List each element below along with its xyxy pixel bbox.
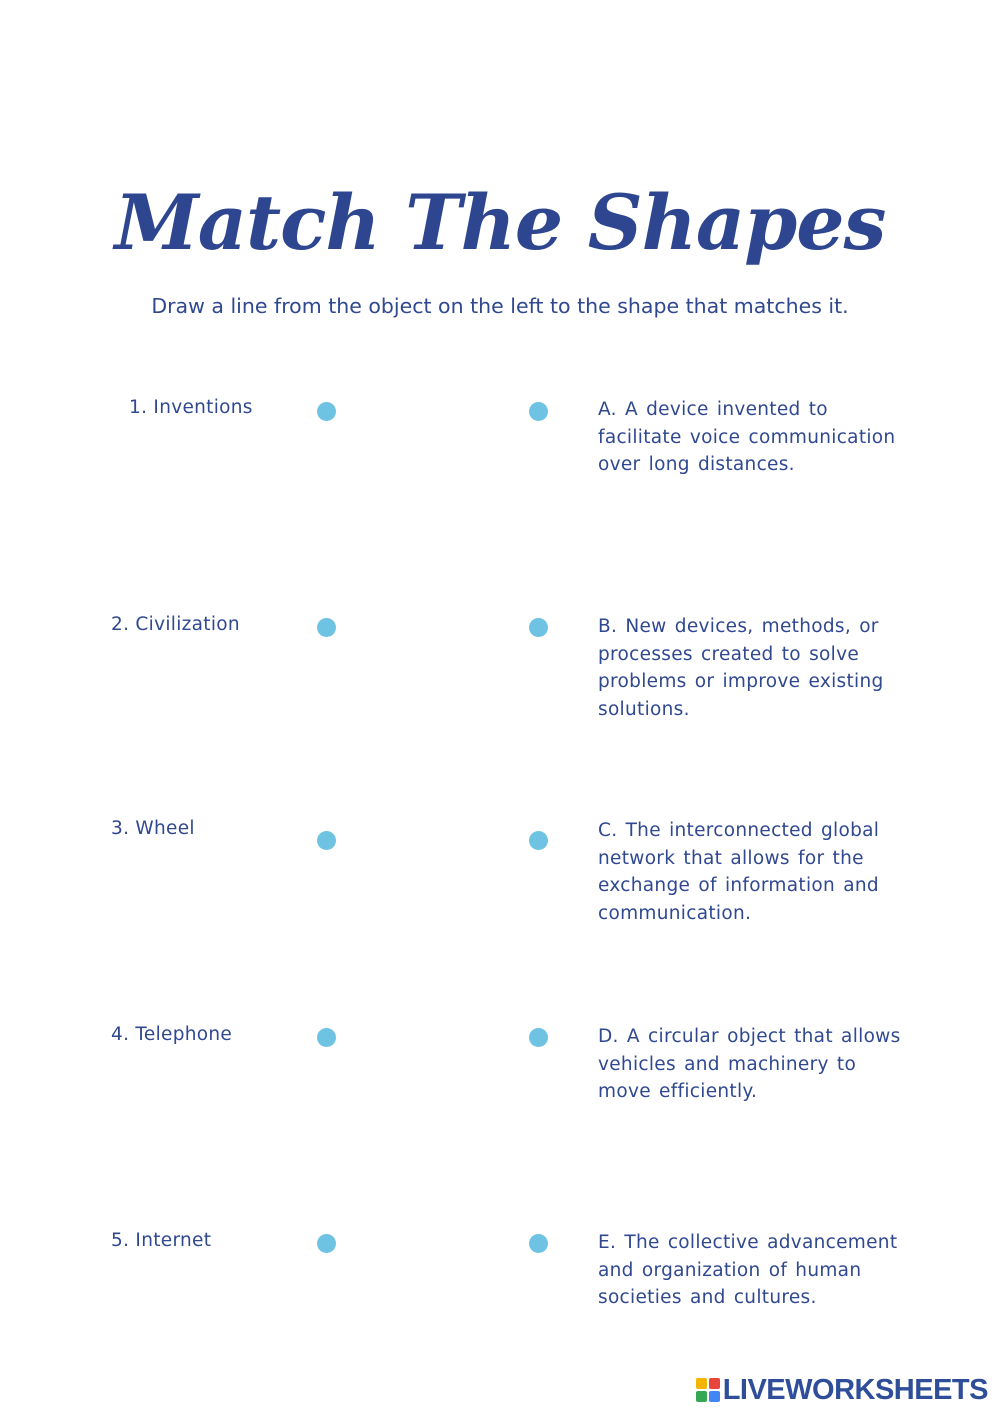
brand-name: LIVEWORKSHEETS [722, 1373, 988, 1406]
left-connector-dot-4[interactable] [317, 1028, 336, 1047]
mark-square-l [696, 1378, 707, 1389]
worksheet-title: Match The Shapes [114, 178, 886, 267]
left-item-civilization: 2. Civilization [111, 614, 240, 635]
left-item-inventions: 1. Inventions [129, 397, 253, 418]
right-item-d: D. A circular object that allows vehicles and machinery to move efficiently. [598, 1026, 901, 1103]
right-item-e: E. The collective advancement and organization of human societies and cultures. [598, 1232, 898, 1309]
right-item-b: B. New devices, methods, or processes created to solve problems or improve existing solutions. [598, 616, 884, 720]
left-connector-dot-1[interactable] [317, 402, 336, 421]
right-item-c: C. The interconnected global network that allows for the exchange of information and communication. [598, 820, 880, 924]
mark-square-e [709, 1391, 720, 1402]
liveworksheets-mark-icon [696, 1378, 720, 1402]
left-connector-dot-5[interactable] [317, 1234, 336, 1253]
left-connector-dot-3[interactable] [317, 831, 336, 850]
right-connector-dot-d[interactable] [529, 1028, 548, 1047]
left-item-internet: 5. Internet [111, 1230, 212, 1251]
mark-square-i [709, 1378, 720, 1389]
instructions-text: Draw a line from the object on the left to the shape that matches it. [151, 294, 849, 318]
mark-square-v [696, 1391, 707, 1402]
left-item-telephone: 4. Telephone [111, 1024, 233, 1045]
liveworksheets-logo [696, 1374, 988, 1406]
right-item-a: A. A device invented to facilitate voice communication over long distances. [598, 399, 896, 476]
left-connector-dot-2[interactable] [317, 618, 336, 637]
right-connector-dot-a[interactable] [529, 402, 548, 421]
right-connector-dot-e[interactable] [529, 1234, 548, 1253]
left-item-wheel: 3. Wheel [111, 818, 195, 839]
right-connector-dot-b[interactable] [529, 618, 548, 637]
right-connector-dot-c[interactable] [529, 831, 548, 850]
